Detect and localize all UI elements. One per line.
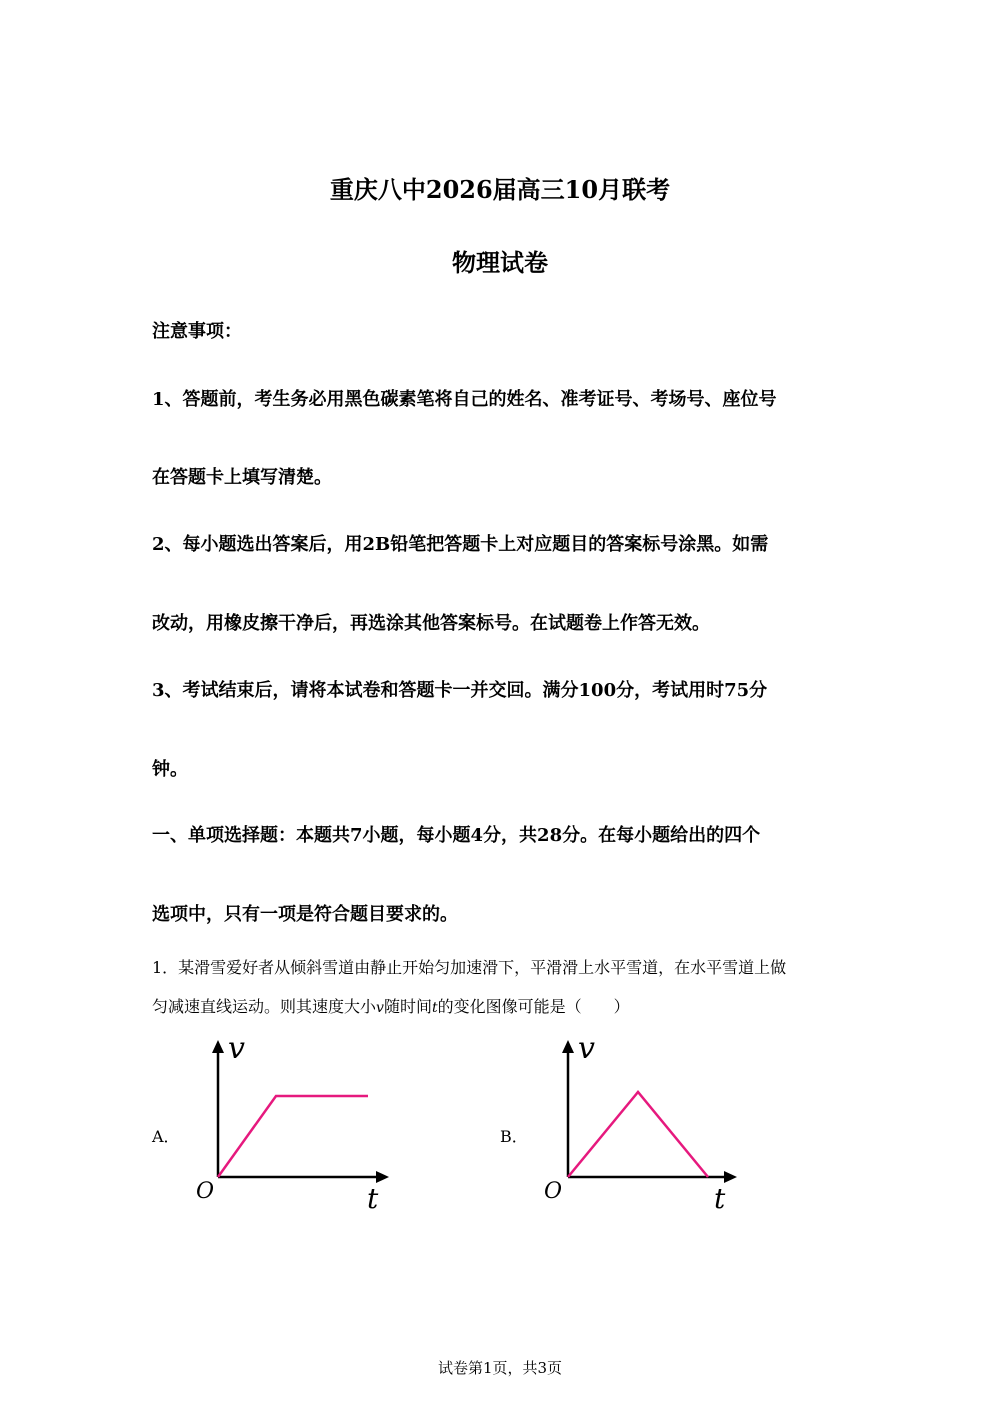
y-axis-label: v xyxy=(228,1031,245,1066)
option-b-graph[interactable] xyxy=(540,1030,750,1215)
origin-label: O xyxy=(544,1179,563,1204)
question-text-part: 匀减速直线运动。则其速度大小 xyxy=(152,997,377,1016)
y-axis-label: v xyxy=(578,1031,595,1066)
x-axis-label: t xyxy=(367,1182,379,1215)
exam-title: 重庆八中2026届高三10月联考 xyxy=(329,175,671,204)
origin-label: O xyxy=(196,1179,215,1204)
page-footer: 试卷第1页，共3页 xyxy=(437,1359,563,1377)
velocity-curve xyxy=(568,1092,708,1177)
x-axis-arrow xyxy=(724,1171,737,1183)
notice-heading: 注意事项： xyxy=(152,321,242,342)
notice-line: 1、答题前，考生务必用黑色碳素笔将自己的姓名、准考证号、考场号、座位号 xyxy=(152,389,777,410)
notice-line: 2、每小题选出答案后，用2B铅笔把答题卡上对应题目的答案标号涂黑。如需 xyxy=(152,534,769,555)
y-axis-arrow xyxy=(562,1040,574,1053)
y-axis-arrow xyxy=(212,1040,224,1053)
option-a-label[interactable]: A． xyxy=(152,1127,180,1146)
option-a-graph[interactable] xyxy=(190,1030,400,1215)
x-axis-label: t xyxy=(714,1182,726,1215)
option-b-label[interactable]: B． xyxy=(500,1127,528,1146)
notice-line: 3、考试结束后，请将本试卷和答题卡一并交回。满分100分，考试用时75分 xyxy=(152,680,768,701)
section-heading: 一、单项选择题：本题共7小题，每小题4分，共28分。在每小题给出的四个 xyxy=(152,825,761,846)
variable-t: t xyxy=(431,1000,438,1016)
velocity-curve xyxy=(218,1096,368,1177)
question-text-part: 随时间 xyxy=(383,997,432,1016)
question-1-text: 1．某滑雪爱好者从倾斜雪道由静止开始匀加速滑下，平滑滑上水平雪道，在水平雪道上做 xyxy=(152,958,787,977)
variable-v: v xyxy=(376,1000,384,1016)
question-text-part: 的变化图像可能是（ ） xyxy=(437,997,630,1016)
notice-line: 在答题卡上填写清楚。 xyxy=(152,467,332,488)
notice-line: 钟。 xyxy=(152,759,188,780)
exam-subtitle: 物理试卷 xyxy=(452,248,548,277)
notice-line: 改动，用橡皮擦干净后，再选涂其他答案标号。在试题卷上作答无效。 xyxy=(152,613,710,634)
question-1-text-cont xyxy=(152,994,630,1017)
section-heading: 选项中，只有一项是符合题目要求的。 xyxy=(152,904,458,925)
